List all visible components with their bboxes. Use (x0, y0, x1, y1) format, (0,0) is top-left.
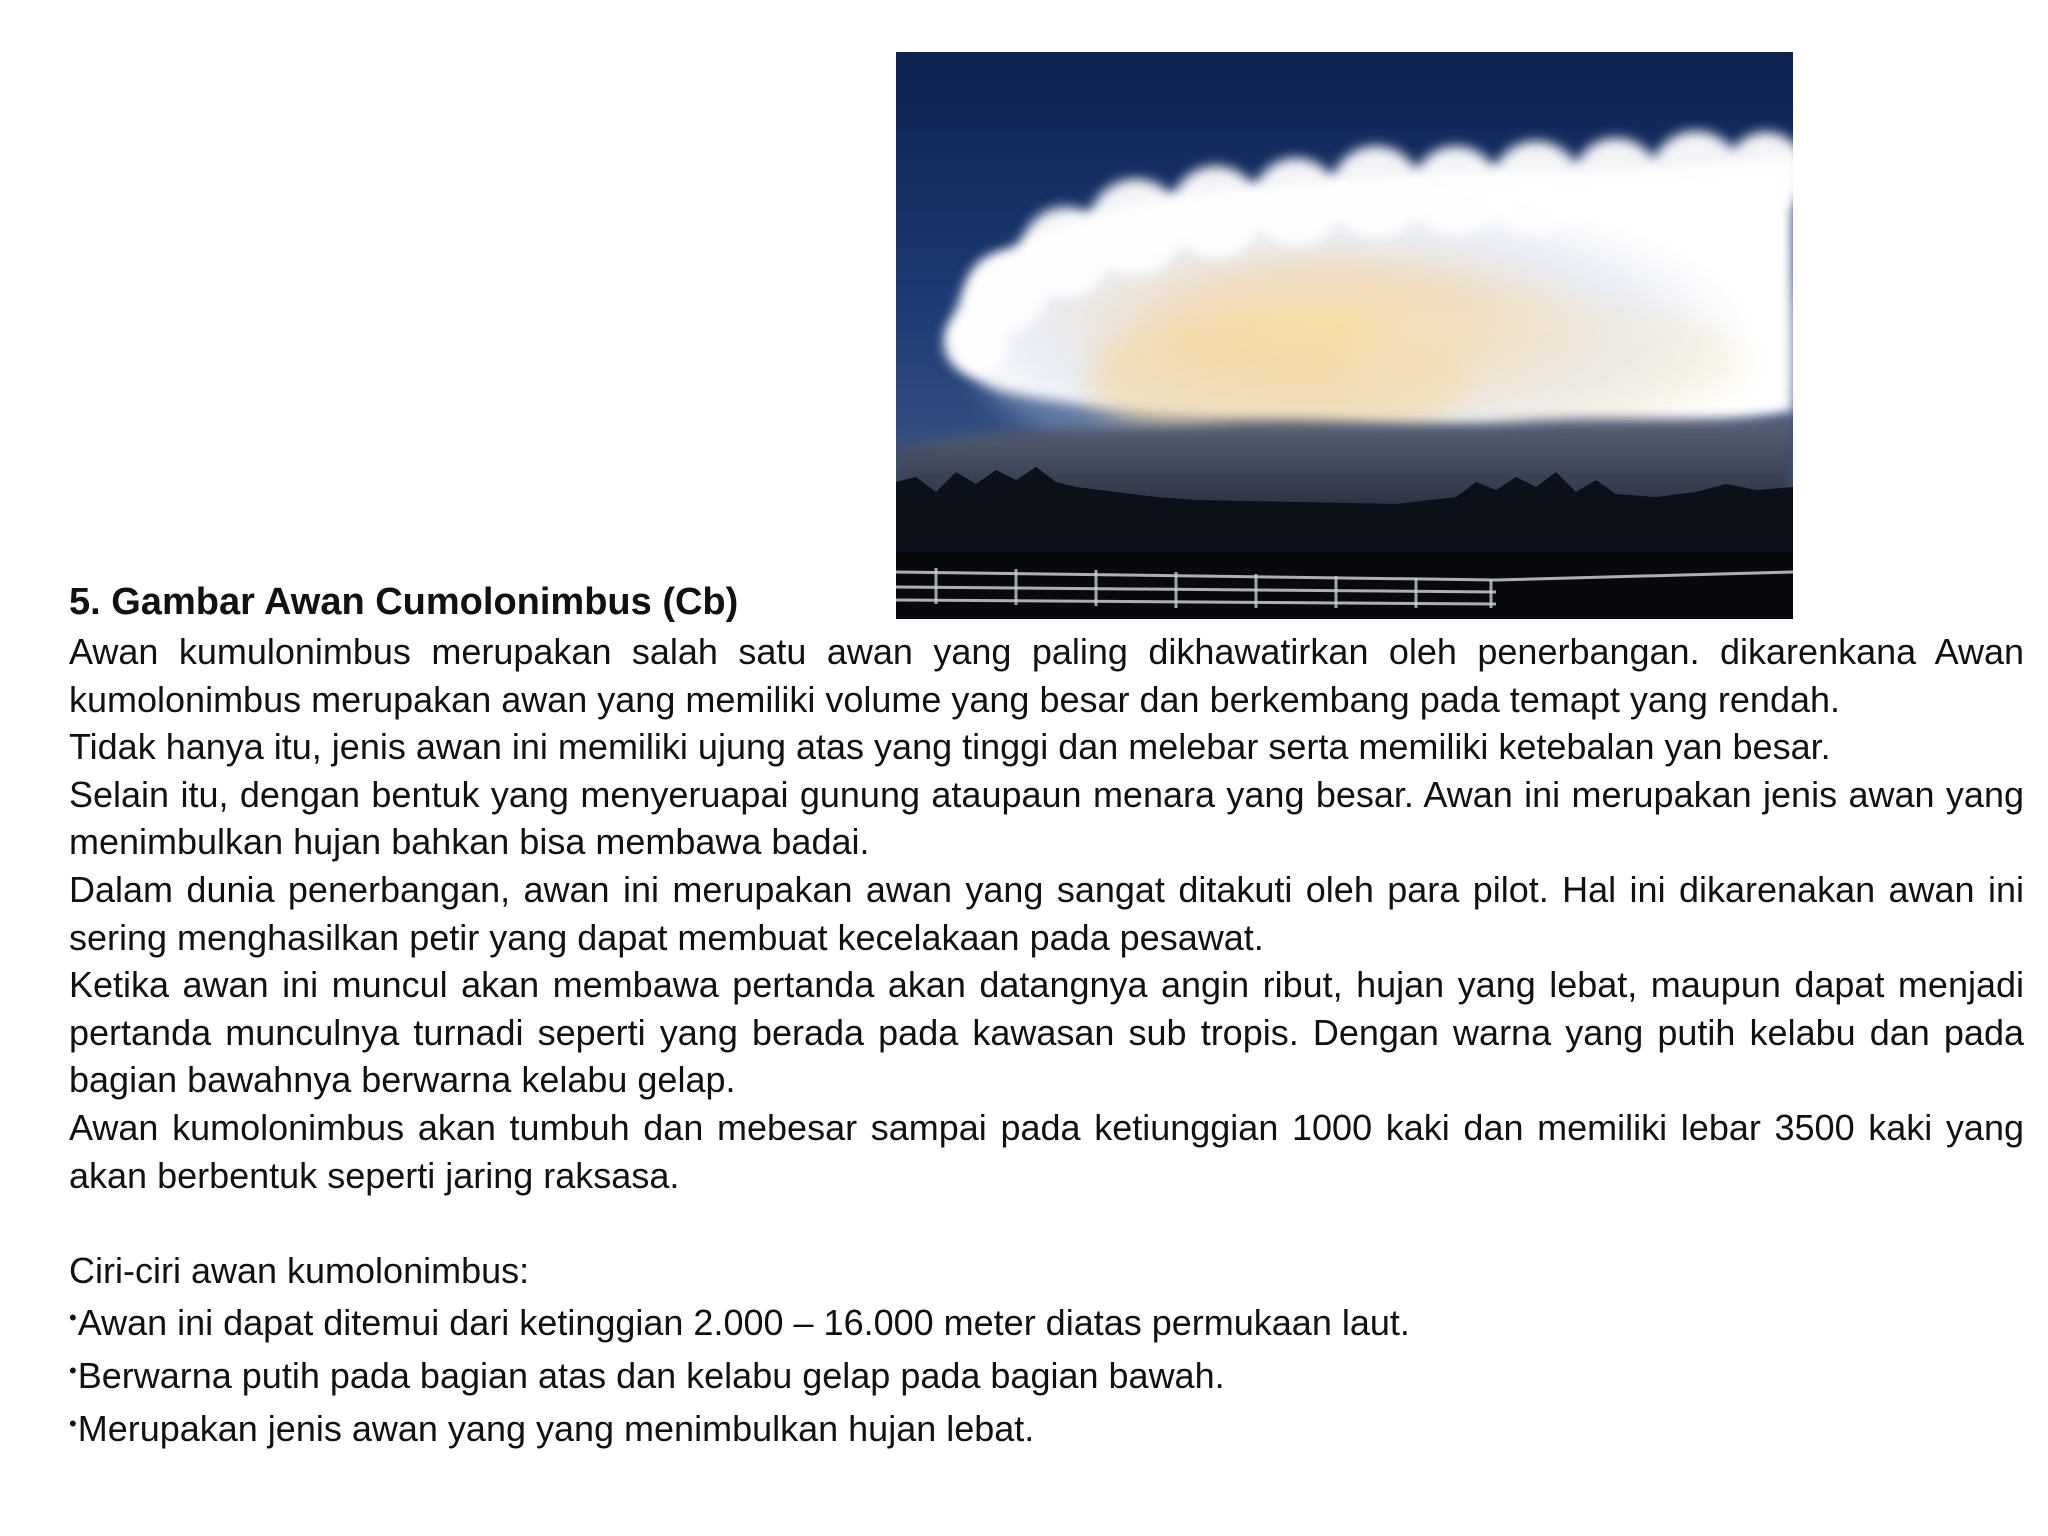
paragraph-size: Awan kumolonimbus akan tumbuh dan mebesar sampai pada ketiunggian 1000 kaki dan memiliki lebar 3500 kaki yang akan berbentuk seperti jaring raksasa. (69, 1106, 2024, 1196)
paragraph-form: Selain itu, dengan bentuk yang menyeruapai gunung ataupaun menara yang besar. Awan ini merupakan jenis awan yang menimbulkan hujan bahkan bisa membawa badai. (69, 773, 2024, 863)
page-title: 5. Gambar Awan Cumolonimbus (Cb) (69, 581, 739, 623)
paragraph-aviation: Dalam dunia penerbangan, awan ini merupakan awan yang sangat ditakuti oleh para pilot. Hal ini dikarenakan awan ini sering menghasilkan petir yang dapat membuat kecelakaan pada pesawat. (69, 868, 2024, 958)
characteristics-list (69, 1294, 2024, 1452)
article-body (69, 628, 2024, 1452)
paragraph-weather-sign: Ketika awan ini muncul akan membawa pertanda akan datangnya angin ribut, hujan yang lebat, maupun dapat menjadi pertanda munculnya turnadi seperti yang berada pada kawasan sub tropis. Dengan warna yang putih kelabu dan pada bagian bawahnya berwarna kelabu gelap. (69, 964, 2024, 1101)
bullet-icon: • (69, 1410, 77, 1436)
list-item-text: Merupakan jenis awan yang yang menimbulkan hujan lebat. (77, 1407, 1035, 1449)
list-item-text: Berwarna putih pada bagian atas dan kelabu gelap pada bagian bawah. (77, 1354, 1225, 1396)
characteristics-heading: Ciri-ciri awan kumolonimbus: (69, 1249, 530, 1291)
cumulonimbus-cloud-image (896, 52, 1793, 619)
bullet-icon: • (69, 1305, 77, 1331)
list-item-text: Awan ini dapat ditemui dari ketinggian 2.000 – 16.000 meter diatas permukaan laut. (77, 1302, 1410, 1344)
cumulonimbus-photo (896, 52, 1793, 619)
spacer (69, 1199, 2024, 1247)
bullet-icon: • (69, 1357, 77, 1383)
paragraph-intro: Awan kumulonimbus merupakan salah satu awan yang paling dikhawatirkan oleh penerbangan. dikarenkana Awan kumolonimbus merupakan awan yang memiliki volume yang besar dan berkembang pada temapt yang rendah. (69, 631, 2024, 720)
list-item (69, 1400, 2024, 1453)
list-item (69, 1294, 2024, 1347)
paragraph-shape: Tidak hanya itu, jenis awan ini memiliki ujung atas yang tinggi dan melebar serta memiliki ketebalan yan besar. (69, 726, 1831, 768)
list-item (69, 1347, 2024, 1400)
